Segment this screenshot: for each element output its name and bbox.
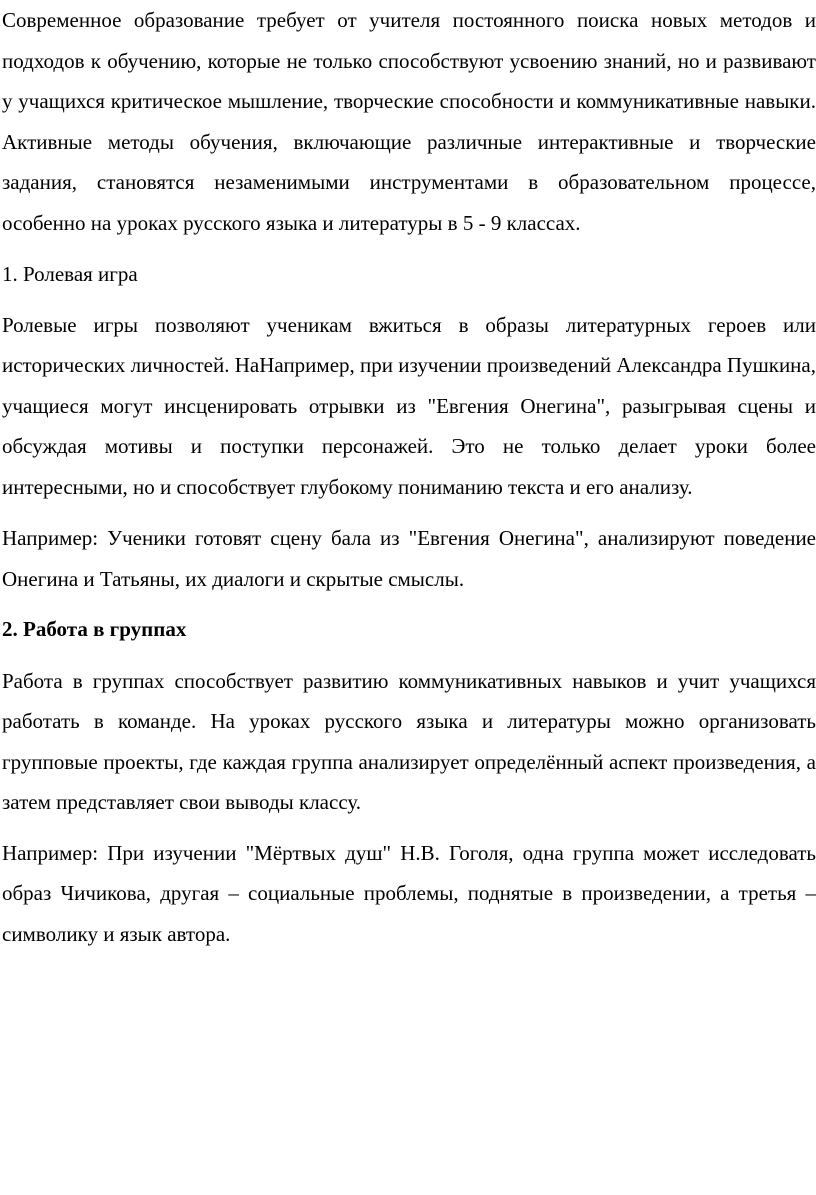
section-2-body: Работа в группах способствует развитию коммуникативных навыков и учит учащихся работать в команде. На уроках русского языка и литературы можно организовать групповые проекты, где каждая группа анализирует определённый аспект произведения, а затем представляет свои выводы классу.	[2, 668, 816, 814]
section-1-heading: 1. Ролевая игра	[2, 262, 138, 286]
section-2-heading: 2. Работа в группах	[2, 617, 187, 641]
section-2-example: Например: При изучении "Мёртвых душ" Н.В. Гоголя, одна группа может исследовать образ Чичикова, другая – социальные проблемы, поднятые в произведении, а третья – символику и язык автора.	[2, 840, 816, 946]
intro-paragraph: Современное образование требует от учителя постоянного поиска новых методов и подходов к обучению, которые не только способствуют усвоению знаний, но и развивают у учащихся критическое мышление, творческие способности и коммуникативные навыки. Активные методы обучения, включающие различные интерактивные и творческие задания, становятся незаменимыми инструментами в образовательном процессе, особенно на уроках русского языка и литературы в 5 - 9 классах.	[2, 8, 816, 235]
section-1-example: Например: Ученики готовят сцену бала из "Евгения Онегина", анализируют поведение Онегина и Татьяны, их диалоги и скрытые смыслы.	[2, 526, 816, 591]
section-1-body: Ролевые игры позволяют ученикам вжиться в образы литературных героев или исторических личностей. НаНапример, при изучении произведений Александра Пушкина, учащиеся могут инсценировать отрывки из "Евгения Онегина", разыгрывая сцены и обсуждая мотивы и поступки персонажей. Это не только делает уроки более интересными, но и способствует глубокому пониманию текста и его анализу.	[2, 312, 816, 499]
